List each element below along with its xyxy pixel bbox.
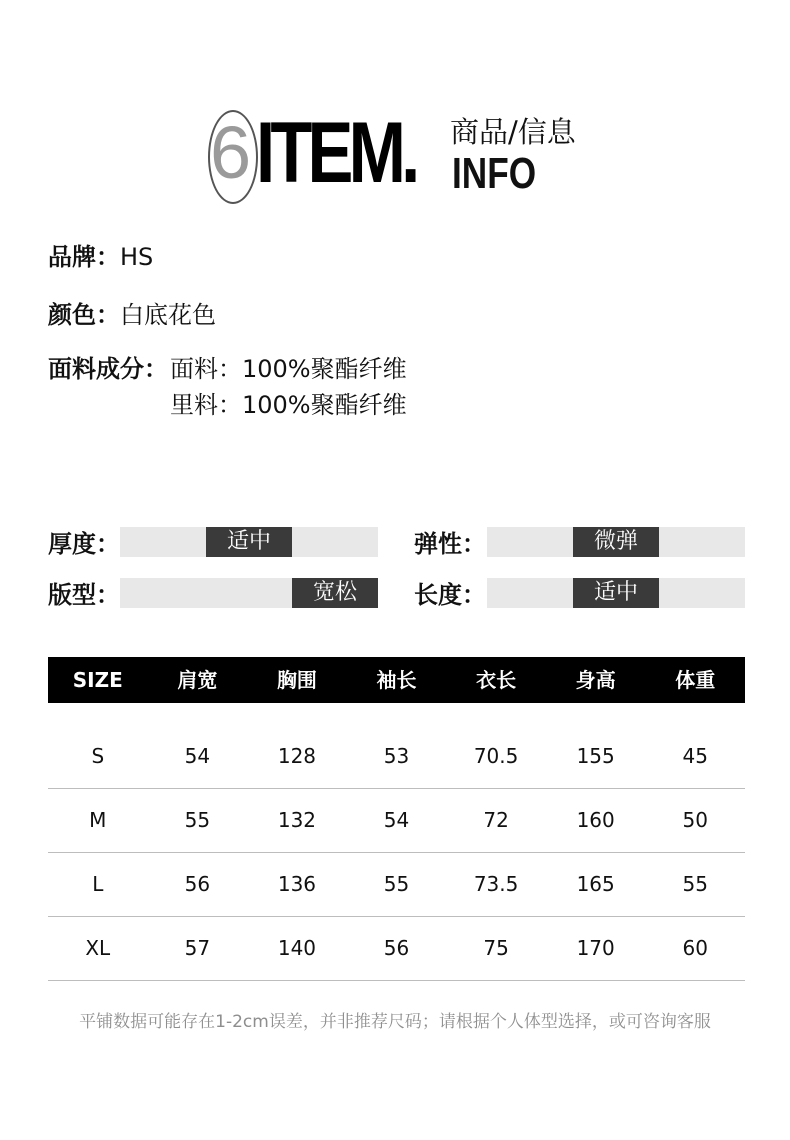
- table-cell: 170: [576, 936, 615, 960]
- table-cell: 72: [483, 808, 509, 832]
- item-info-logo: [208, 105, 608, 208]
- color-line: [48, 303, 216, 327]
- table-cell: 136: [277, 872, 317, 896]
- size-table: [48, 657, 745, 981]
- fabric-line-2: 里料：100%聚酯纤维: [170, 391, 407, 419]
- elasticity-label: 弹性：: [414, 530, 486, 558]
- header-shoulder: 肩宽: [177, 668, 218, 692]
- logo-info-text: INFO: [452, 149, 537, 198]
- header-height: 身高: [575, 668, 616, 692]
- table-cell: 155: [576, 744, 615, 768]
- table-cell: 55: [682, 872, 708, 896]
- table-cell: 54: [184, 744, 211, 768]
- table-cell: 45: [682, 744, 708, 768]
- table-cell: 50: [682, 808, 708, 832]
- fabric-line-1: 面料：100%聚酯纤维: [170, 355, 407, 383]
- table-cell: 54: [383, 808, 410, 832]
- table-row: [48, 917, 745, 981]
- table-cell: M: [89, 808, 107, 832]
- brand-value: HS: [120, 243, 154, 271]
- table-row: [48, 789, 745, 853]
- fit-value: 宽松: [292, 578, 378, 608]
- logo-item-text: ITEM.: [256, 105, 416, 201]
- table-cell: 70.5: [473, 744, 519, 768]
- header-length: 衣长: [476, 668, 517, 692]
- table-cell: 140: [277, 936, 317, 960]
- elasticity-bar: [487, 527, 745, 557]
- table-cell: 73.5: [473, 872, 519, 896]
- thickness-value: 适中: [206, 527, 292, 557]
- table-cell: XL: [85, 936, 111, 960]
- table-row: [48, 853, 745, 917]
- brand-label: 品牌：: [48, 243, 120, 271]
- table-cell: 165: [576, 872, 615, 896]
- fabric-line: [48, 357, 168, 381]
- thickness-label: 厚度：: [48, 530, 120, 558]
- table-cell: 60: [682, 936, 708, 960]
- fit-label: 版型：: [48, 581, 120, 609]
- logo-number: 6: [210, 111, 252, 194]
- fabric-label: 面料成分：: [48, 355, 168, 383]
- table-row: [48, 725, 745, 789]
- table-cell: S: [91, 744, 105, 768]
- header-sleeve: 袖长: [376, 668, 417, 692]
- table-cell: 53: [383, 744, 410, 768]
- table-cell: L: [92, 872, 104, 896]
- table-cell: 56: [184, 872, 211, 896]
- table-cell: 56: [383, 936, 410, 960]
- thickness-bar: [120, 527, 378, 557]
- table-header: [48, 657, 745, 703]
- length-bar: [487, 578, 745, 608]
- color-label: 颜色：: [48, 301, 120, 329]
- table-cell: 128: [277, 744, 317, 768]
- table-cell: 132: [277, 808, 317, 832]
- measurement-note: 平铺数据可能存在1-2cm误差，并非推荐尺码；请根据个人体型选择，或可咨询客服: [79, 1012, 711, 1032]
- color-value: 白底花色: [120, 301, 216, 329]
- header-size: SIZE: [72, 668, 123, 692]
- table-cell: 55: [184, 808, 211, 832]
- header-bust: 胸围: [276, 668, 317, 692]
- elasticity-value: 微弹: [573, 527, 659, 557]
- length-value: 适中: [573, 578, 659, 608]
- logo-cn-title: 商品/信息: [450, 115, 576, 149]
- table-cell: 160: [576, 808, 615, 832]
- brand-line: [48, 245, 153, 269]
- table-cell: 57: [184, 936, 211, 960]
- length-label: 长度：: [414, 581, 486, 609]
- table-cell: 55: [383, 872, 410, 896]
- header-weight: 体重: [675, 668, 716, 692]
- table-cell: 75: [483, 936, 509, 960]
- fit-bar: [120, 578, 378, 608]
